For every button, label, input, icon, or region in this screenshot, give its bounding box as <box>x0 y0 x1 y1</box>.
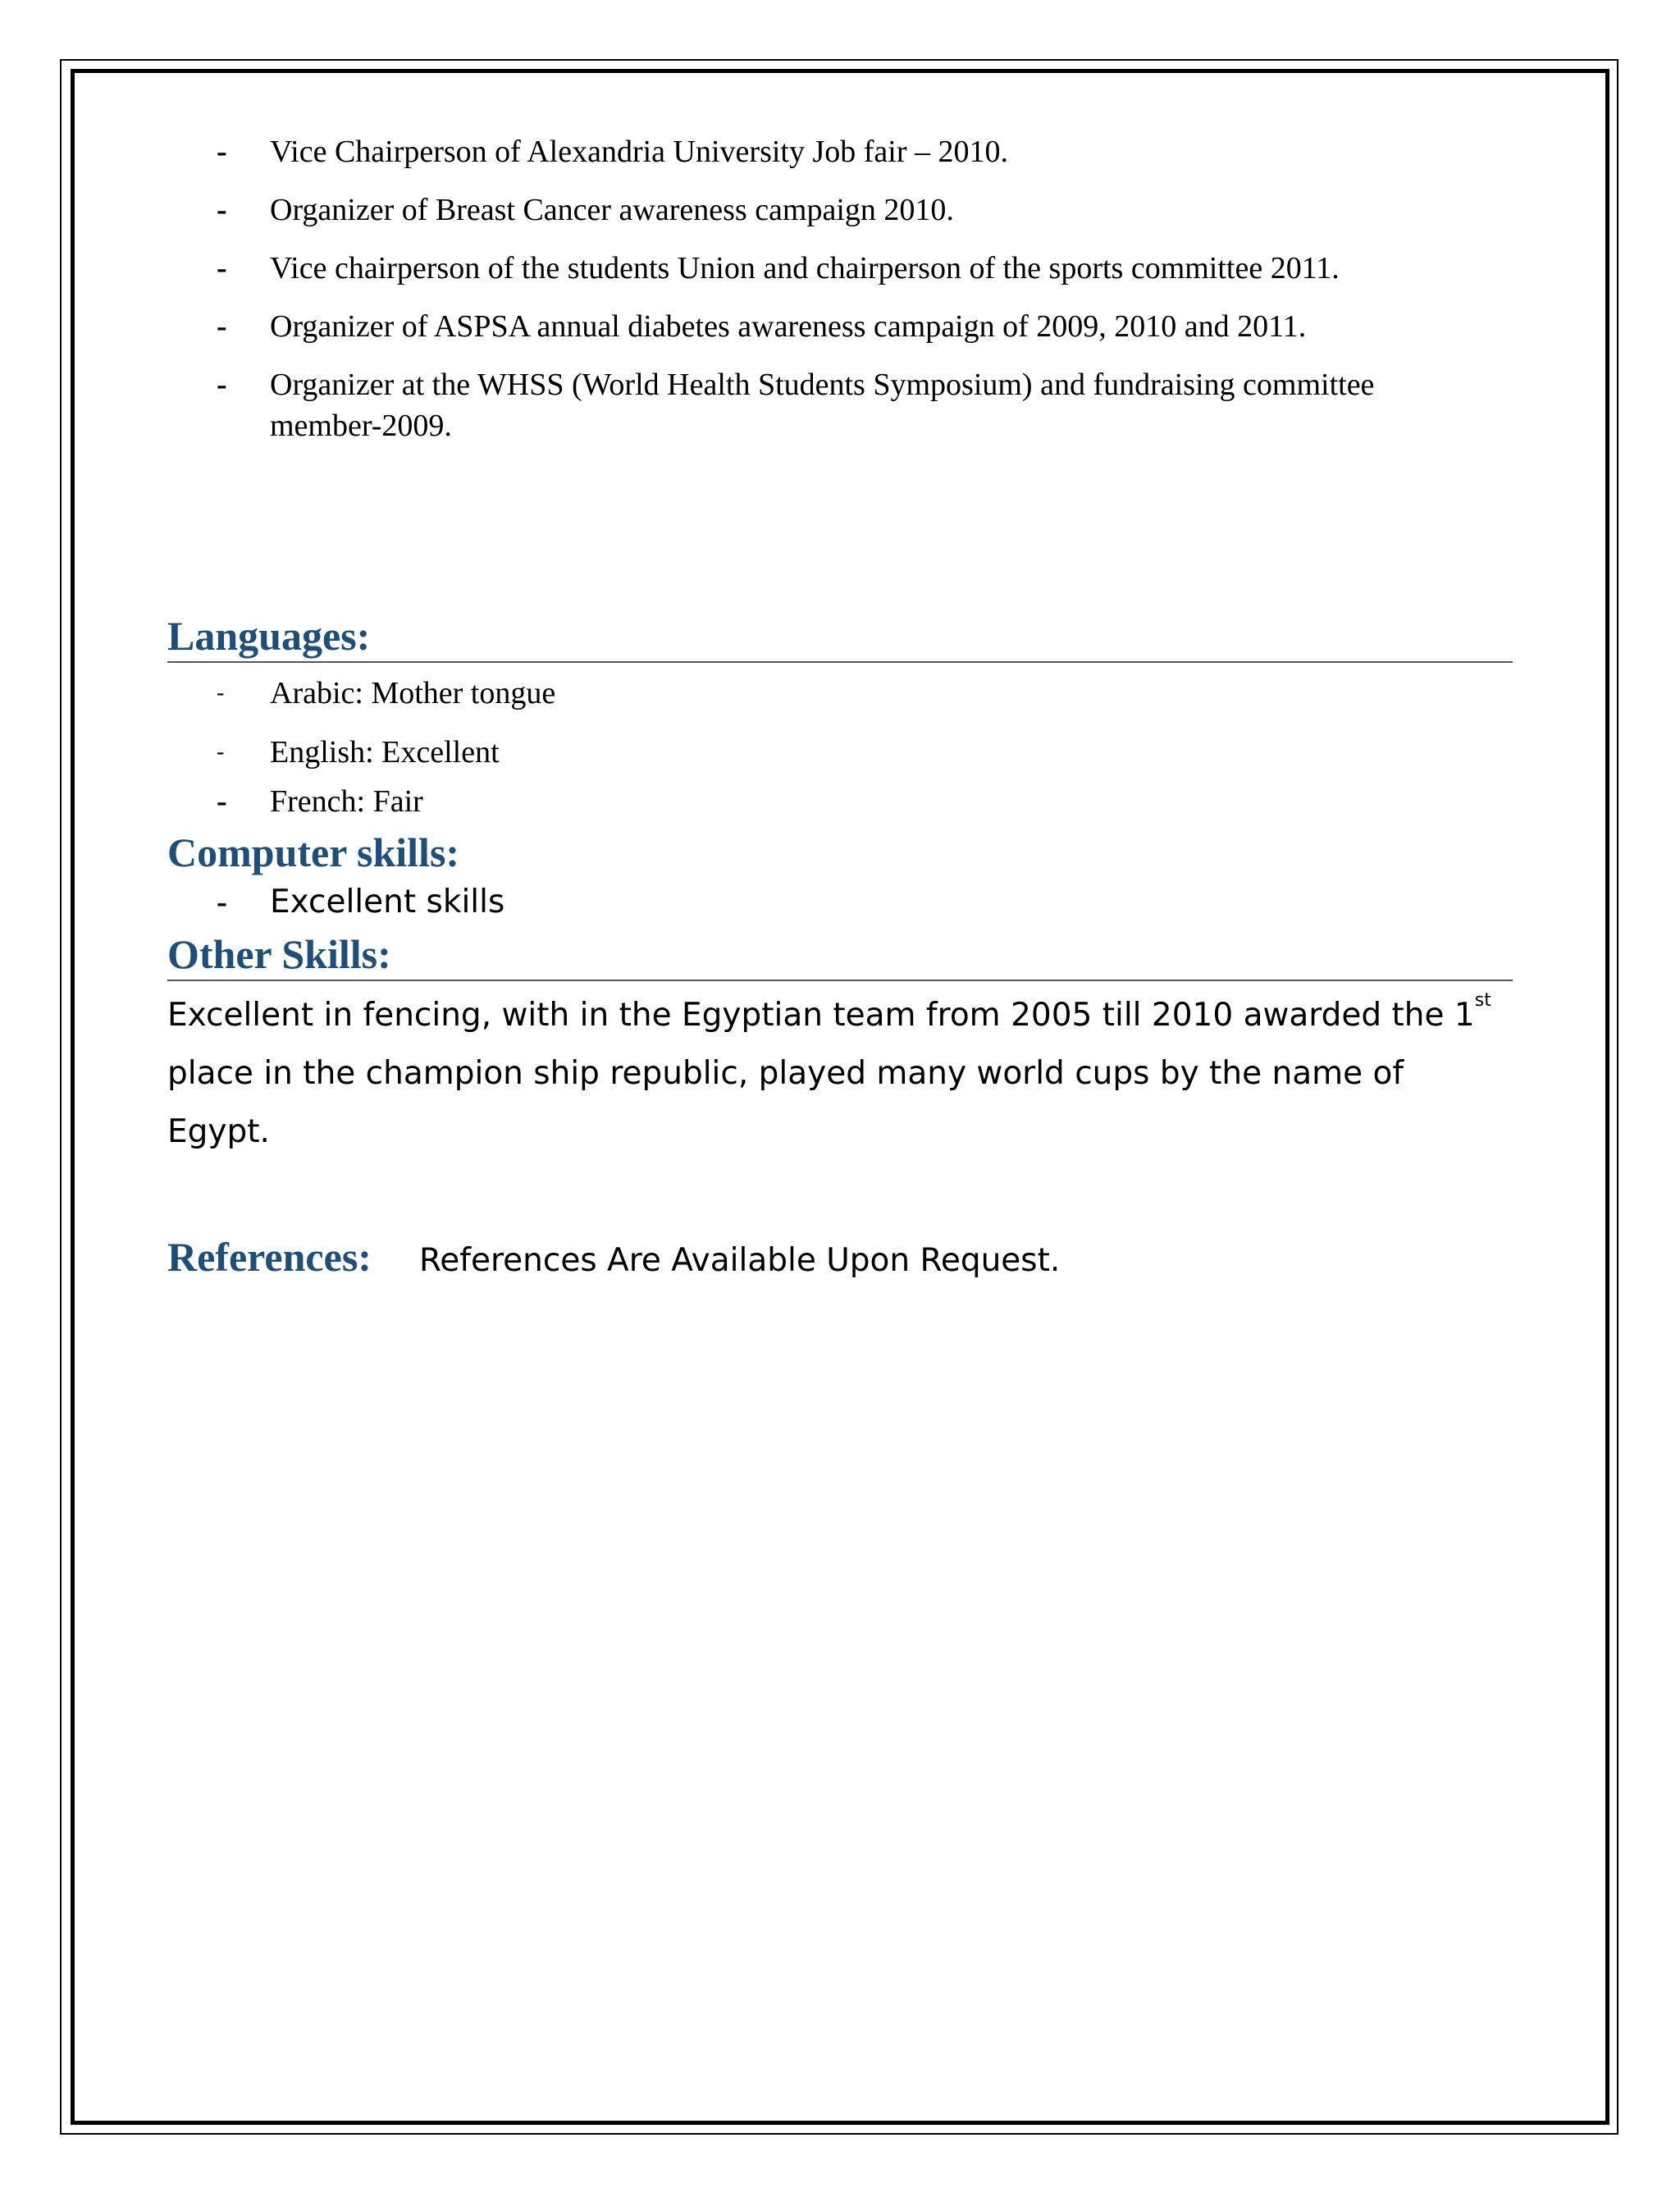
list-item: - Organizer of ASPSA annual diabetes awareness campaign of 2009, 2010 and 2011. <box>167 306 1513 347</box>
list-item: - Organizer of Breast Cancer awareness campaign 2010. <box>167 190 1513 231</box>
dash-bullet: - <box>217 251 227 285</box>
dash-bullet: - <box>217 680 225 706</box>
languages-list <box>167 673 1513 822</box>
superscript: st <box>1474 990 1491 1011</box>
computer-skills-heading: Computer skills: <box>167 829 460 875</box>
list-item: - Arabic: Mother tongue <box>167 673 1513 714</box>
references-heading: References: <box>167 1234 372 1280</box>
list-item: - French: Fair <box>167 781 1513 822</box>
dash-bullet: - <box>217 784 227 819</box>
list-item: - English: Excellent <box>167 732 1513 773</box>
references-row <box>167 1231 1513 1282</box>
dash-bullet: - <box>217 884 227 920</box>
resume-page <box>167 131 1513 1282</box>
list-item: - Organizer at the WHSS (World Health Students Symposium) and fundraising committee member-2009. <box>167 364 1443 446</box>
references-text: References Are Available Upon Request. <box>418 1242 1061 1279</box>
dash-bullet: - <box>217 135 227 169</box>
dash-bullet: - <box>217 368 227 402</box>
other-skills-text: Excellent in fencing, with in the Egyptian team from 2005 till 2010 awarded the 1st place in the champion ship republic, played many world cups by the name of Egypt. <box>167 990 1491 1150</box>
list-item: - Excellent skills <box>167 878 1513 927</box>
list-item: - Vice chairperson of the students Union and chairperson of the sports committee 2011. <box>167 248 1513 289</box>
dash-bullet: - <box>217 739 225 765</box>
computer-skills-list <box>167 878 1513 927</box>
languages-heading: Languages: <box>167 610 1513 663</box>
list-item: - Vice Chairperson of Alexandria University Job fair – 2010. <box>167 131 1513 172</box>
dash-bullet: - <box>217 193 227 227</box>
other-skills-heading: Other Skills: <box>167 929 1513 981</box>
dash-bullet: - <box>217 309 227 344</box>
activities-list <box>167 131 1513 446</box>
